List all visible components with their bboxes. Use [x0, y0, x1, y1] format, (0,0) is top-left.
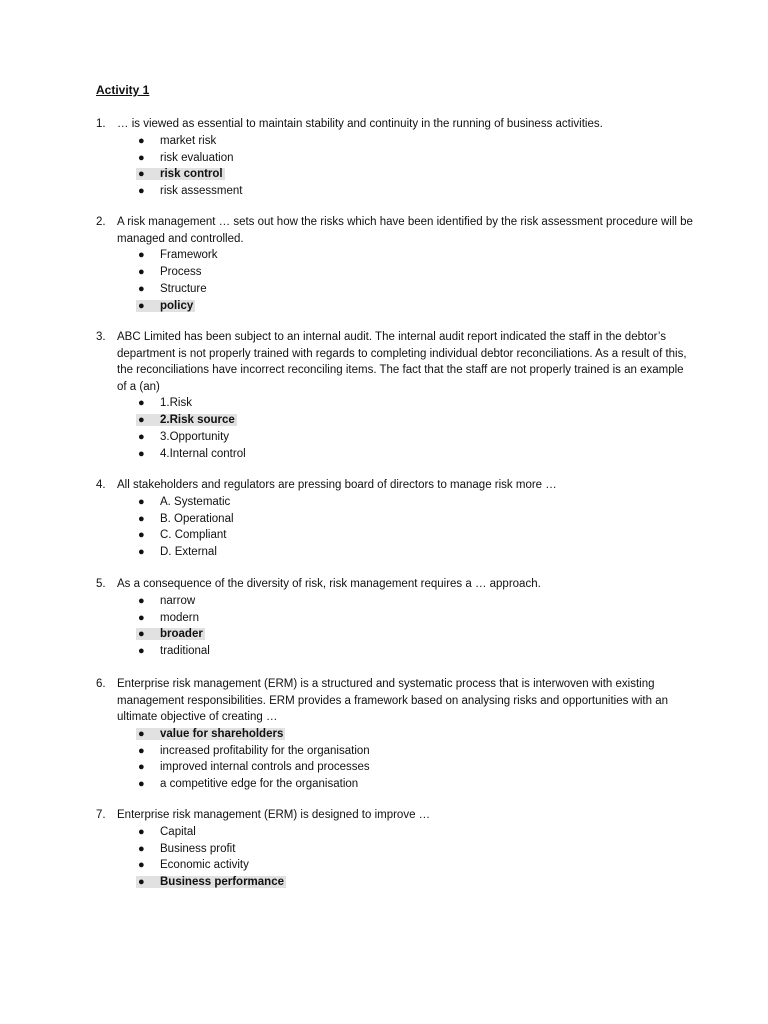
bullet-icon: ●: [138, 397, 145, 410]
option-list: [96, 726, 696, 793]
option-item: [138, 544, 696, 561]
bullet-icon: ●: [138, 529, 145, 542]
option-label: increased profitability for the organisation: [160, 744, 370, 757]
option-label: B. Operational: [160, 512, 234, 525]
option-label: Framework: [160, 249, 218, 262]
option-label: 1.Risk: [160, 397, 192, 410]
option-label: risk control: [160, 168, 223, 181]
bullet-icon: ●: [138, 594, 145, 607]
question-6: [96, 676, 696, 793]
option-item: [138, 643, 696, 660]
question-text: ABC Limited has been subject to an internal audit. The internal audit report indicated the staff in the debtor’s department is not properly trained with regards to completing individual debtor reconciliations. As a result of this, the reconciliations have incorrect reconciling items. The fact that the staff are not properly trained is an example of a (an): [117, 331, 687, 393]
bullet-icon: ●: [138, 842, 145, 855]
option-list: [96, 133, 696, 200]
activity-heading: Activity 1: [96, 83, 150, 97]
question-number: 5.: [96, 578, 106, 590]
option-item: [138, 510, 696, 527]
option-item: [138, 247, 696, 264]
option-item: [138, 445, 696, 462]
option-list: [96, 494, 696, 561]
option-item: [138, 857, 696, 874]
question-text: Enterprise risk management (ERM) is a structured and systematic process that is interwoven with existing management responsibilities. ERM provides a framework based on analysing risks and opportunities with an ultimate objective of creating …: [117, 678, 669, 723]
option-label: 2.Risk source: [160, 414, 235, 427]
option-label: narrow: [160, 594, 196, 607]
option-label: Business profit: [160, 842, 236, 855]
question-number: 3.: [96, 331, 106, 343]
question-text: Enterprise risk management (ERM) is designed to improve …: [117, 809, 431, 821]
bullet-icon: ●: [138, 447, 145, 460]
bullet-icon: ●: [136, 728, 160, 740]
question-number: 7.: [96, 809, 106, 821]
option-label: market risk: [160, 134, 217, 147]
option-item: [138, 133, 696, 150]
bullet-icon: ●: [138, 761, 145, 774]
option-list: [96, 395, 696, 462]
bullet-icon: ●: [136, 628, 160, 640]
option-label: 3.Opportunity: [160, 430, 230, 443]
question-number: 6.: [96, 678, 106, 690]
option-item-highlighted: [138, 626, 696, 643]
option-item: [138, 494, 696, 511]
bullet-icon: ●: [138, 430, 145, 443]
question-1: [96, 116, 696, 200]
option-item: [138, 824, 696, 841]
option-label: policy: [160, 299, 194, 312]
option-item: [138, 609, 696, 626]
bullet-icon: ●: [138, 859, 145, 872]
option-list: [96, 247, 696, 314]
bullet-icon: ●: [138, 611, 145, 624]
option-label: Business performance: [160, 876, 284, 889]
bullet-icon: ●: [138, 249, 145, 262]
bullet-icon: ●: [138, 512, 145, 525]
option-item: [138, 395, 696, 412]
question-text: … is viewed as essential to maintain stability and continuity in the running of business activities.: [117, 118, 603, 130]
bullet-icon: ●: [138, 778, 145, 791]
option-item: [138, 840, 696, 857]
option-list: [96, 824, 696, 891]
option-item-highlighted: [138, 874, 696, 891]
option-item: [138, 742, 696, 759]
bullet-icon: ●: [138, 134, 145, 147]
option-label: C. Compliant: [160, 529, 227, 542]
option-label: value for shareholders: [160, 727, 284, 740]
bullet-icon: ●: [138, 645, 145, 658]
option-label: Process: [160, 266, 202, 279]
question-text: As a consequence of the diversity of risk, risk management requires a … approach.: [117, 578, 541, 590]
bullet-icon: ●: [138, 495, 145, 508]
option-item: [138, 527, 696, 544]
option-item: [138, 149, 696, 166]
bullet-icon: ●: [138, 825, 145, 838]
option-label: Economic activity: [160, 859, 249, 872]
bullet-icon: ●: [136, 876, 160, 888]
option-label: risk assessment: [160, 185, 243, 198]
option-list: [96, 593, 696, 660]
option-item: [138, 776, 696, 793]
question-3: [96, 329, 696, 462]
option-label: risk evaluation: [160, 151, 234, 164]
question-7: [96, 807, 696, 891]
question-number: 2.: [96, 216, 106, 228]
option-label: a competitive edge for the organisation: [160, 778, 359, 791]
question-4: [96, 477, 696, 561]
option-item: [138, 183, 696, 200]
option-label: 4.Internal control: [160, 447, 246, 460]
option-label: modern: [160, 611, 199, 624]
bullet-icon: ●: [136, 414, 160, 426]
option-item-highlighted: [138, 166, 696, 183]
question-text: All stakeholders and regulators are pressing board of directors to manage risk more …: [117, 479, 557, 491]
option-item-highlighted: [138, 412, 696, 429]
question-5: [96, 576, 696, 660]
bullet-icon: ●: [138, 282, 145, 295]
question-2: [96, 214, 696, 314]
bullet-icon: ●: [138, 744, 145, 757]
question-number: 1.: [96, 118, 106, 130]
question-number: 4.: [96, 479, 106, 491]
bullet-icon: ●: [138, 185, 145, 198]
bullet-icon: ●: [138, 546, 145, 559]
bullet-icon: ●: [138, 266, 145, 279]
option-item: [138, 593, 696, 610]
question-text: A risk management … sets out how the risks which have been identified by the risk assessment procedure will be managed and controlled.: [117, 216, 693, 245]
option-item: [138, 759, 696, 776]
option-item-highlighted: [138, 297, 696, 314]
option-label: Structure: [160, 282, 207, 295]
option-item: [138, 429, 696, 446]
bullet-icon: ●: [138, 151, 145, 164]
option-label: traditional: [160, 645, 210, 658]
option-item: [138, 264, 696, 281]
option-item-highlighted: [138, 726, 696, 743]
bullet-icon: ●: [136, 300, 160, 312]
option-label: improved internal controls and processes: [160, 761, 370, 774]
option-label: broader: [160, 628, 203, 641]
option-label: Capital: [160, 825, 196, 838]
option-label: A. Systematic: [160, 495, 231, 508]
option-item: [138, 281, 696, 298]
bullet-icon: ●: [136, 168, 160, 180]
option-label: D. External: [160, 546, 217, 559]
